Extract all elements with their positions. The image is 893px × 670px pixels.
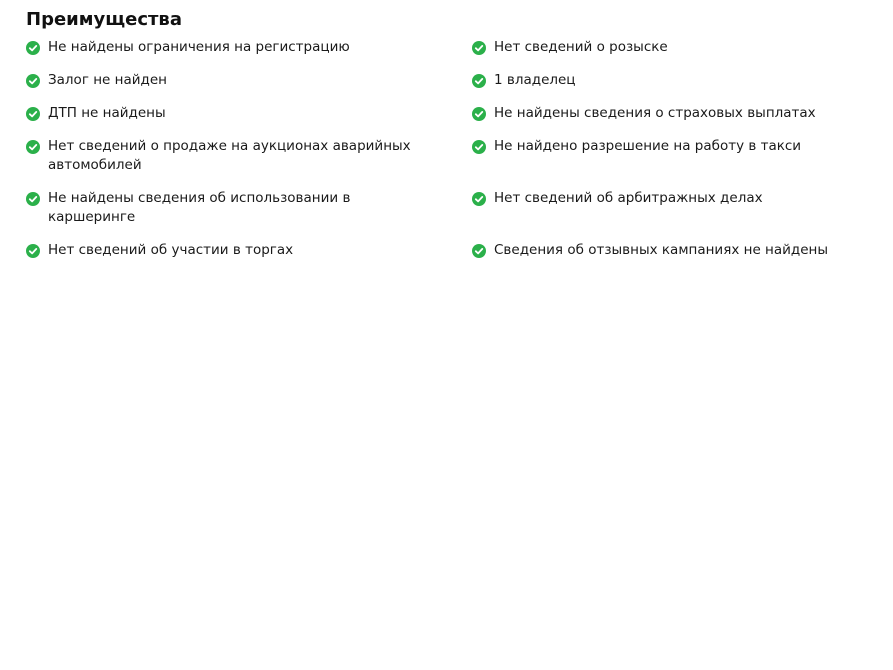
advantages-list xyxy=(26,38,886,274)
advantage-label: Сведения об отзывных кампаниях не найдены xyxy=(494,242,829,258)
advantage-label: Нет сведений о продаже на аукционах аварийных автомобилей xyxy=(48,138,411,173)
advantage-item xyxy=(26,38,472,57)
check-circle-icon xyxy=(26,244,40,258)
advantage-label: Не найдены ограничения на регистрацию xyxy=(48,39,350,55)
check-circle-icon xyxy=(26,74,40,88)
check-circle-icon xyxy=(26,107,40,121)
advantage-label: 1 владелец xyxy=(494,72,576,88)
check-circle-icon xyxy=(472,107,486,121)
advantage-label: ДТП не найдены xyxy=(48,105,166,121)
advantage-item xyxy=(472,137,886,175)
check-circle-icon xyxy=(26,140,40,154)
advantage-label: Нет сведений об участии в торгах xyxy=(48,242,294,258)
advantage-item xyxy=(26,104,472,123)
advantage-item xyxy=(26,189,472,227)
advantages-section xyxy=(26,8,886,274)
advantages-title: Преимущества xyxy=(26,9,182,30)
advantage-label: Не найдено разрешение на работу в такси xyxy=(494,138,802,154)
advantage-item xyxy=(26,241,472,260)
check-circle-icon xyxy=(472,41,486,55)
advantage-item xyxy=(26,71,472,90)
advantage-label: Залог не найден xyxy=(48,72,167,88)
check-circle-icon xyxy=(26,41,40,55)
check-circle-icon xyxy=(472,74,486,88)
check-circle-icon xyxy=(472,192,486,206)
check-circle-icon xyxy=(472,244,486,258)
advantage-item xyxy=(472,104,886,123)
check-circle-icon xyxy=(472,140,486,154)
advantage-item xyxy=(472,38,886,57)
advantage-label: Не найдены сведения об использовании в каршеринге xyxy=(48,190,351,225)
advantage-label: Нет сведений о розыске xyxy=(494,39,668,55)
advantage-label: Нет сведений об арбитражных делах xyxy=(494,190,763,206)
check-circle-icon xyxy=(26,192,40,206)
advantage-item xyxy=(26,137,472,175)
advantage-item xyxy=(472,71,886,90)
advantage-label: Не найдены сведения о страховых выплатах xyxy=(494,105,816,121)
advantage-item xyxy=(472,189,886,227)
advantage-item xyxy=(472,241,886,260)
